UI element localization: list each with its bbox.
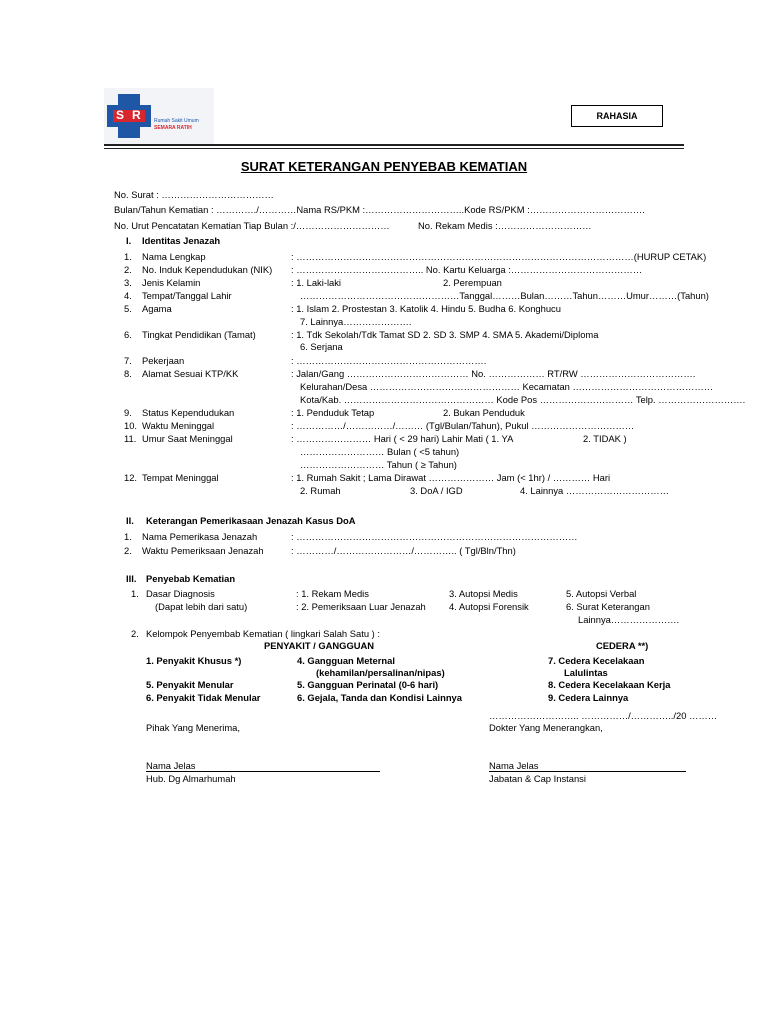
row-value: : ………………………………………………………………………………………………(HURUP CETAK) [291,251,707,262]
alamat-kelurahan: Kelurahan/Desa ………………………………………… Kecamatan ……………………………………… [300,381,714,392]
row-num: 9. [124,407,132,418]
row-label: Nama Pemerikasa Jenazah [142,531,258,542]
cedera-lainnya: 9. Cedera Lainnya [548,692,629,703]
no-surat: No. Surat : ……………………………… [114,189,274,200]
dasar-num: 1. [131,588,139,599]
row-value: : 1. Tdk Sekolah/Tdk Tamat SD 2. SD 3. SMP 4. SMA 5. Akademi/Diploma [291,329,599,340]
dasar-opt-3: 3. Autopsi Medis [449,588,518,599]
row-label: No. Induk Kependudukan (NIK) [142,264,273,275]
row-num: 4. [124,290,132,301]
dasar-opt-6: 6. Surat Keterangan [566,601,650,612]
row-value: : Jalan/Gang ………………………………… No. ……………… RT/RW ………………………………. [291,368,696,379]
row-label: Status Kependudukan [142,407,235,418]
row-num: 12. [124,472,138,483]
logo-letter-r: R [132,108,141,122]
row-value: : 1. Rumah Sakit ; Lama Dirawat ………………… Jam (< 1hr) / ………… Hari [291,472,611,483]
cedera-kerja: 8. Cedera Kecelakaan Kerja [548,679,671,690]
gangguan-meternal: 4. Gangguan Meternal [297,655,395,666]
gejala-tanda: 6. Gejala, Tanda dan Kondisi Lainnya [297,692,462,703]
no-rekam-medis: No. Rekam Medis :………………………… [418,220,592,231]
gangguan-perinatal: 5. Gangguan Perinatal (0-6 hari) [297,679,439,690]
status-bukan-penduduk: 2. Bukan Penduduk [443,407,525,418]
row-num: 1. [124,251,132,262]
row-num: 11. [124,433,137,444]
row-num: 10. [124,420,138,431]
hospital-logo [104,88,214,144]
row-value: : 1. Penduduk Tetap [291,407,375,418]
gender-female: 2. Perempuan [443,277,502,288]
dasar-opt-4: 4. Autopsi Forensik [449,601,529,612]
document-title: SURAT KETERANGAN PENYEBAB KEMATIAN [240,159,528,174]
row-label: Waktu Meninggal [142,420,215,431]
section1-num: I. [126,235,132,246]
right-role: Dokter Yang Menerangkan, [489,722,603,733]
right-signature-line [489,771,686,772]
section1-heading: Identitas Jenazah [142,235,221,246]
no-urut-pencatatan: No. Urut Pencatatan Kematian Tiap Bulan :/………………………… [114,220,390,231]
logo-letter-s: S [116,108,125,122]
section2-num: II. [126,515,134,526]
row-value: : ……………………………………………………………………………… [291,531,578,542]
bulan-tahun-kematian: Bulan/Tahun Kematian : …………./…………Nama RS/PKM :…………………………..Kode RS/PKM :………………………………. [114,204,645,215]
row-num: 5. [124,303,132,314]
umur-bulan: ……………………… Bulan ( <5 tahun) [300,446,460,457]
signature-date: ……………………….. ……………/…………../20 ……… [489,710,718,721]
row-value: ……………………………………………Tanggal………Bulan………Tahun………Umur………(Tahun) [300,290,709,301]
row-label: Tempat Meninggal [142,472,219,483]
dasar-opt-2: : 2. Pemeriksaan Luar Jenazah [296,601,426,612]
cedera-heading: CEDERA **) [596,640,649,651]
logo-line1: Rumah Sakit Umum [154,118,199,124]
row-label: Pekerjaan [142,355,185,366]
header-divider [104,144,684,146]
penyakit-heading: PENYAKIT / GANGGUAN [264,640,375,651]
confidential-stamp: RAHASIA [571,105,663,127]
penyakit-tidak-menular: 6. Penyakit Tidak Menular [146,692,261,703]
logo-line2: SEMARA RATIH [154,125,192,131]
row-num: 2. [124,545,132,556]
row-num: 1. [124,531,132,542]
kelompok-num: 2. [131,628,139,639]
row-value: : ……………………………………………………. [291,355,487,366]
dasar-opt-5: 5. Autopsi Verbal [566,588,637,599]
left-name: Nama Jelas [146,760,196,771]
alamat-kota: Kota/Kab. ………………………………………… Kode Pos ………………………… Telp. ………………………. [300,394,746,405]
row-label: Waktu Pemeriksaan Jenazah [142,545,264,556]
right-relation: Jabatan & Cap Instansi [489,773,586,784]
row-label: Tempat/Tanggal Lahir [142,290,232,301]
row-label: Alamat Sesuai KTP/KK [142,368,239,379]
row-num: 7. [124,355,132,366]
umur-tahun: ……………………… Tahun ( ≥ Tahun) [300,459,457,470]
row-label: Jenis Kelamin [142,277,201,288]
row-label: Tingkat Pendidikan (Tamat) [142,329,256,340]
row-value: : 1. Laki-laki [291,277,342,288]
cedera-lalulintas-sub: Lalulintas [564,667,608,678]
dasar-opt-1: : 1. Rekam Medis [296,588,369,599]
cedera-lalulintas: 7. Cedera Kecelakaan [548,655,645,666]
left-role: Pihak Yang Menerima, [146,722,240,733]
left-signature-line [146,771,380,772]
row-num: 8. [124,368,132,379]
tempat-doa: 3. DoA / IGD [410,485,463,496]
row-num: 2. [124,264,132,275]
penyakit-menular: 5. Penyakit Menular [146,679,234,690]
row-value: : 1. Islam 2. Prostestan 3. Katolik 4. Hindu 5. Budha 6. Konghucu [291,303,561,314]
gangguan-meternal-sub: (kehamilan/persalinan/nipas) [316,667,445,678]
pendidikan-sarjana: 6. Serjana [300,341,343,352]
row-value: : ………………………………….. No. Kartu Keluarga :…………………………………… [291,264,643,275]
row-label: Agama [142,303,172,314]
penyakit-khusus: 1. Penyakit Khusus *) [146,655,242,666]
row-label: Umur Saat Meninggal [142,433,233,444]
row-num: 6. [124,329,132,340]
row-label: Nama Lengkap [142,251,206,262]
row-value: : …………/……………………/………….. ( Tgl/Bln/Thn) [291,545,516,556]
row-value: : …………………… Hari ( < 29 hari) Lahir Mati ( 1. YA [291,433,514,444]
row-value: : ……………/……………/……… (Tgl/Bulan/Tahun), Pukul …………………………… [291,420,635,431]
section3-heading: Penyebab Kematian [146,573,236,584]
agama-lainnya: 7. Lainnya…………………. [300,316,412,327]
dasar-sub: (Dapat lebih dari satu) [155,601,248,612]
kelompok-label: Kelompok Penyembab Kematian ( lingkari Salah Satu ) : [146,628,380,639]
section2-heading: Keterangan Pemerikasaan Jenazah Kasus DoA [146,515,356,526]
tempat-lainnya: 4. Lainnya …………………………… [520,485,669,496]
dasar-label: Dasar Diagnosis [146,588,215,599]
tempat-rumah: 2. Rumah [300,485,341,496]
section3-num: III. [126,573,137,584]
row-num: 3. [124,277,132,288]
left-relation: Hub. Dg Almarhumah [146,773,236,784]
lahir-mati-tidak: 2. TIDAK ) [583,433,627,444]
header-divider-thin [104,148,684,149]
dasar-opt-6b: Lainnya…………………. [578,614,680,625]
right-name: Nama Jelas [489,760,539,771]
